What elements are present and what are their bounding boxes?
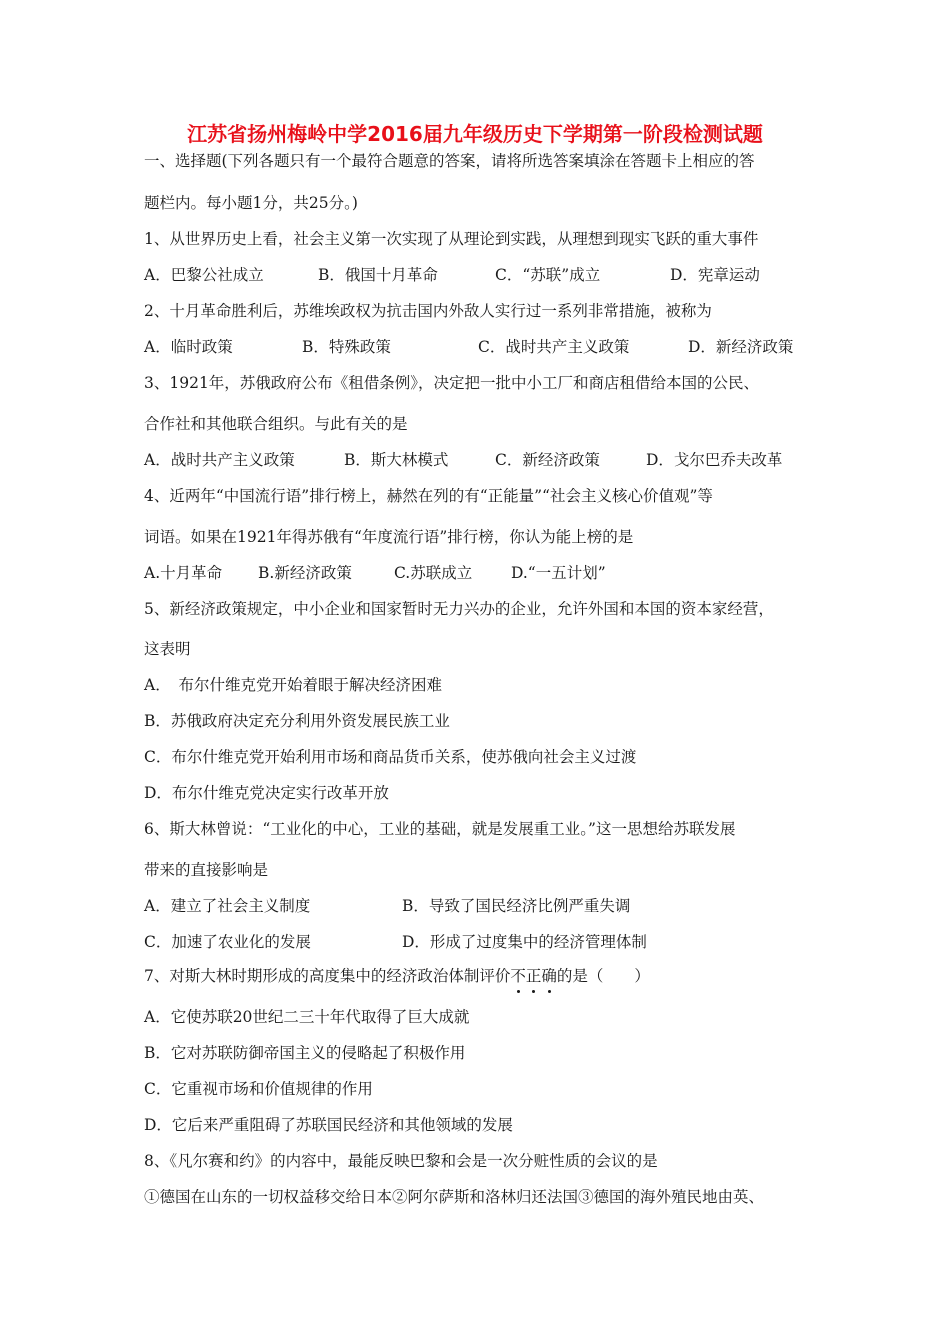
- section-instructions-line-2: 题栏内。每小题1分，共25分。): [144, 194, 358, 212]
- question-7-option-a: A．它使苏联20世纪二三十年代取得了巨大成就: [144, 1008, 470, 1026]
- question-3-stem-line-1: 3、1921年，苏俄政府公布《租借条例》，决定把一批中小工厂和商店租借给本国的公民、: [144, 374, 760, 392]
- question-2-option-c: C．战时共产主义政策: [478, 338, 630, 356]
- emphasis-char: 不: [510, 967, 526, 985]
- question-2-option-b: B．特殊政策: [302, 338, 391, 356]
- question-3-option-a: A．战时共产主义政策: [144, 451, 295, 469]
- question-4-stem-line-1: 4、近两年“中国流行语”排行榜上，赫然在列的有“正能量”“社会主义核心价值观”等: [144, 487, 713, 505]
- question-1-stem: 1、从世界历史上看，社会主义第一次实现了从理论到实践，从理想到现实飞跃的重大事件: [144, 230, 759, 248]
- question-5-option-b: B．苏俄政府决定充分利用外资发展民族工业: [144, 712, 450, 730]
- question-5-option-a: A． 布尔什维克党开始着眼于解决经济困难: [144, 676, 442, 694]
- question-8-stem: 8、《凡尔赛和约》的内容中，最能反映巴黎和会是一次分赃性质的会议的是: [144, 1152, 658, 1170]
- question-7-option-c: C．它重视市场和价值规律的作用: [144, 1080, 373, 1098]
- question-7-stem-prefix: 7、对斯大林时期形成的高度集中的经济政治体制评价: [144, 967, 511, 985]
- question-5-stem-line-1: 5、新经济政策规定，中小企业和国家暂时无力兴办的企业，允许外国和本国的资本家经营，: [144, 600, 774, 618]
- question-6-option-b: B．导致了国民经济比例严重失调: [402, 897, 631, 915]
- question-7-stem-suffix: 的是（ ）: [556, 967, 650, 985]
- question-6-option-a: A．建立了社会主义制度: [144, 897, 311, 915]
- section-instructions-line-1: 一、选择题(下列各题只有一个最符合题意的答案，请将所选答案填涂在答题卡上相应的答: [144, 152, 755, 170]
- question-4-stem-line-2: 词语。如果在1921年得苏俄有“年度流行语”排行榜，你认为能上榜的是: [144, 528, 634, 546]
- question-8-items: ①德国在山东的一切权益移交给日本②阿尔萨斯和洛林归还法国③德国的海外殖民地由英、: [144, 1188, 765, 1206]
- question-5-stem-line-2: 这表明: [144, 640, 191, 658]
- question-1-option-b: B．俄国十月革命: [318, 266, 438, 284]
- question-3-stem-line-2: 合作社和其他联合组织。与此有关的是: [144, 415, 408, 433]
- question-2-option-d: D．新经济政策: [688, 338, 794, 356]
- question-2-stem: 2、十月革命胜利后，苏维埃政权为抗击国内外敌人实行过一系列非常措施，被称为: [144, 302, 712, 320]
- emphasis-char: 确: [541, 967, 557, 985]
- question-6-stem-line-2: 带来的直接影响是: [144, 861, 269, 879]
- question-4-option-c: C.苏联成立: [394, 564, 473, 582]
- question-4-option-a: A.十月革命: [144, 564, 223, 582]
- question-7-option-b: B．它对苏联防御帝国主义的侵略起了积极作用: [144, 1044, 466, 1062]
- question-6-option-d: D．形成了过度集中的经济管理体制: [402, 933, 647, 951]
- emphasis-char: 正: [525, 967, 542, 985]
- question-3-option-b: B．斯大林模式: [344, 451, 449, 469]
- question-7-stem: [144, 965, 650, 987]
- question-3-option-d: D．戈尔巴乔夫改革: [646, 451, 783, 469]
- question-4-option-d: D.“一五计划”: [511, 564, 606, 582]
- question-1-option-a: A．巴黎公社成立: [144, 266, 264, 284]
- page-title: 江苏省扬州梅岭中学2016届九年级历史下学期第一阶段检测试题: [187, 122, 763, 146]
- question-2-option-a: A．临时政策: [144, 338, 233, 356]
- question-4-option-b: B.新经济政策: [258, 564, 352, 582]
- question-5-option-c: C．布尔什维克党开始利用市场和商品货币关系，使苏俄向社会主义过渡: [144, 748, 637, 766]
- question-6-stem-line-1: 6、斯大林曾说：“工业化的中心，工业的基础，就是发展重工业。”这一思想给苏联发展: [144, 820, 736, 838]
- question-1-option-c: C．“苏联”成立: [495, 266, 601, 284]
- question-6-option-c: C．加速了农业化的发展: [144, 933, 311, 951]
- question-5-option-d: D．布尔什维克党决定实行改革开放: [144, 784, 389, 802]
- question-1-option-d: D．宪章运动: [670, 266, 760, 284]
- question-7-option-d: D．它后来严重阻碍了苏联国民经济和其他领域的发展: [144, 1116, 513, 1134]
- question-3-option-c: C．新经济政策: [495, 451, 600, 469]
